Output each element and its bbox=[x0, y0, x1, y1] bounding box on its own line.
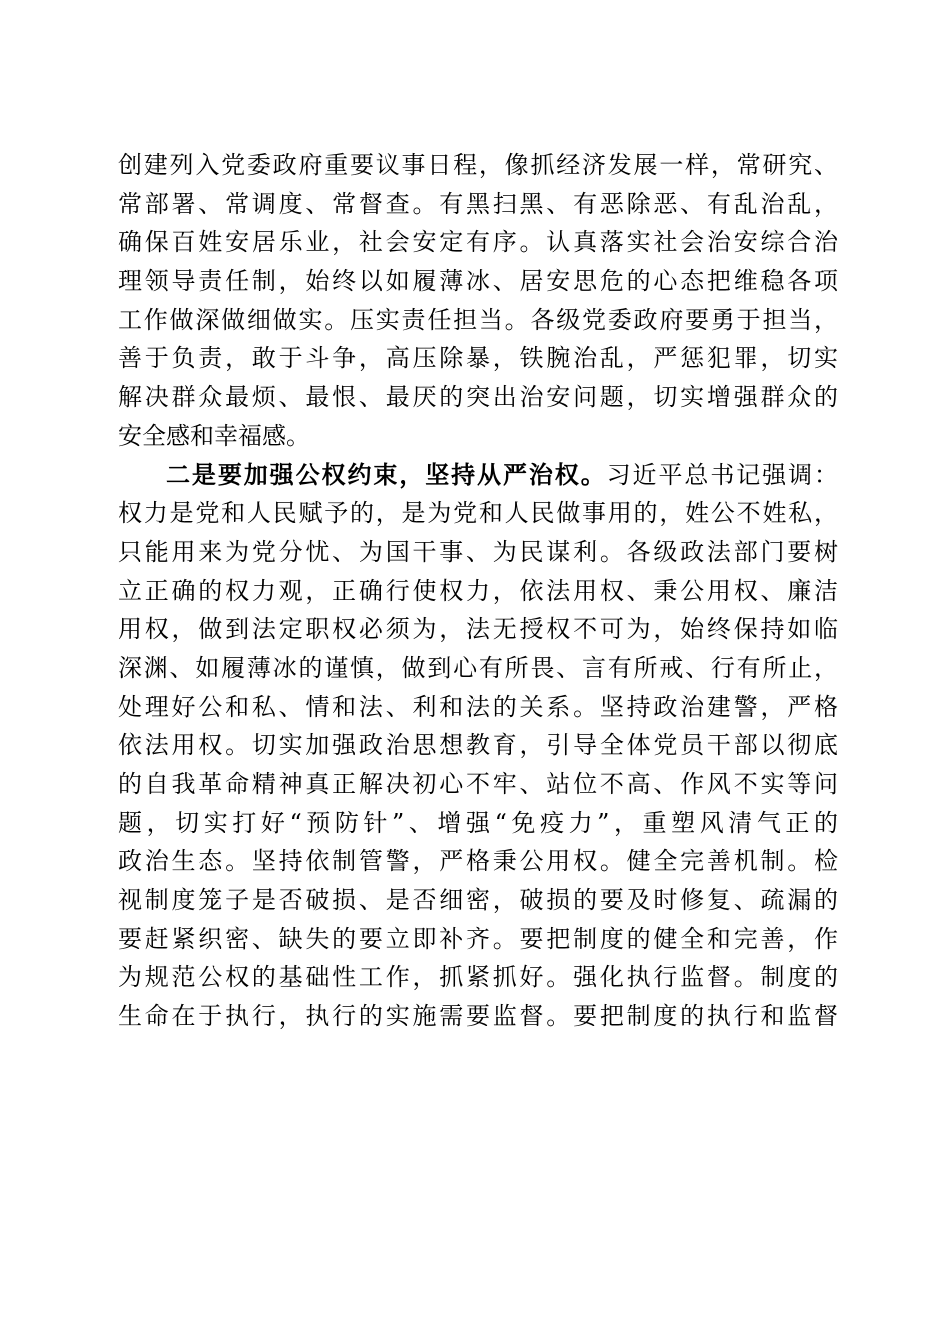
text-line: 理领导责任制，始终以如履薄冰、居安思危的心态把维稳各项 bbox=[118, 267, 838, 296]
body-text bbox=[118, 146, 838, 1036]
text-line: 权力是党和人民赋予的，是为党和人民做事用的，姓公不姓私， bbox=[118, 499, 838, 528]
text-line: 政治生态。坚持依制管警，严格秉公用权。健全完善机制。检 bbox=[118, 847, 838, 876]
text-line: 为规范公权的基础性工作，抓紧抓好。强化执行监督。制度的 bbox=[118, 963, 838, 992]
text-line: 深渊、如履薄冰的谨慎，做到心有所畏、言有所戒、行有所止， bbox=[118, 653, 838, 682]
text-line: 安全感和幸福感。 bbox=[118, 421, 310, 450]
text-line: 确保百姓安居乐业，社会安定有序。认真落实社会治安综合治 bbox=[118, 228, 838, 257]
text-line: 善于负责，敢于斗争，高压除暴，铁腕治乱，严惩犯罪，切实 bbox=[118, 344, 838, 373]
text-line: 用权，做到法定职权必须为，法无授权不可为，始终保持如临 bbox=[118, 615, 838, 644]
text-line: 的自我革命精神真正解决初心不牢、站位不高、作风不实等问 bbox=[118, 770, 838, 798]
text-line: 工作做深做细做实。压实责任担当。各级党委政府要勇于担当， bbox=[118, 305, 838, 334]
paragraph-2-first-line-rest: 习近平总书记强调： bbox=[606, 460, 838, 489]
text-line: 视制度笼子是否破损、是否细密，破损的要及时修复、疏漏的 bbox=[118, 886, 838, 915]
text-line: 常部署、常调度、常督查。有黑扫黑、有恶除恶、有乱治乱， bbox=[118, 189, 838, 218]
paragraph-2-heading: 二是要加强公权约束，坚持从严治权。 bbox=[166, 459, 607, 489]
text-line: 依法用权。切实加强政治思想教育，引导全体党员干部以彻底 bbox=[118, 731, 838, 760]
text-line: 生命在于执行，执行的实施需要监督。要把制度的执行和监督 bbox=[118, 1002, 838, 1031]
text-line: 创建列入党委政府重要议事日程，像抓经济发展一样，常研究、 bbox=[118, 151, 838, 179]
text-line: 题，切实打好“预防针”、增强“免疫力”，重塑风清气正的 bbox=[118, 808, 838, 837]
text-line: 只能用来为党分忧、为国干事、为民谋利。各级政法部门要树 bbox=[118, 537, 838, 566]
paragraph-2-first-line bbox=[118, 456, 838, 495]
text-line: 立正确的权力观，正确行使权力，依法用权、秉公用权、廉洁 bbox=[118, 576, 838, 605]
text-line: 解决群众最烦、最恨、最厌的突出治安问题，切实增强群众的 bbox=[118, 383, 838, 412]
text-line: 要赶紧织密、缺失的要立即补齐。要把制度的健全和完善，作 bbox=[118, 924, 838, 953]
text-line: 处理好公和私、情和法、利和法的关系。坚持政治建警，严格 bbox=[118, 692, 838, 721]
